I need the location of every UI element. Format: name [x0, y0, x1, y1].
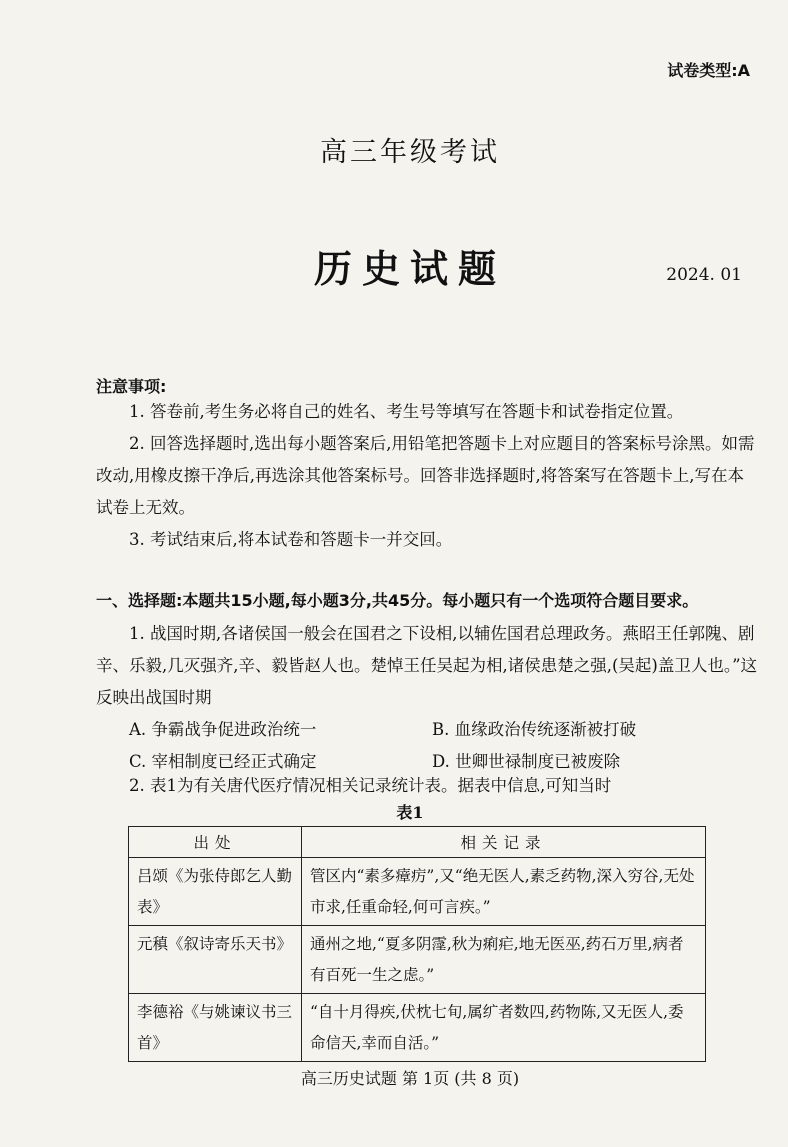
paper-type-label: 试卷类型:A	[667, 61, 750, 80]
question-2	[96, 770, 761, 802]
table-row	[129, 994, 706, 1062]
table-header-row	[129, 827, 706, 858]
row-source: 吕颂《为张侍郎乞人勤表》	[129, 858, 302, 926]
option-b: B. 血缘政治传统逐渐被打破	[432, 720, 637, 739]
notice-item-3: 3. 考试结束后,将本试卷和答题卡一并交回。	[129, 530, 453, 549]
question-1-stem: 1. 战国时期,各诸侯国一般会在国君之下设相,以辅佐国君总理政务。燕昭王任郭隗、剧辛、乐毅,几灭强齐,辛、毅皆赵人也。楚悼王任吴起为相,诸侯患楚之强,(吴起)盖卫人也。”这反映出战国时期	[96, 624, 758, 707]
options-row-1	[96, 714, 761, 746]
question-2-stem: 2. 表1为有关唐代医疗情况相关记录统计表。据表中信息,可知当时	[129, 776, 612, 795]
row-record: “自十月得疾,伏枕七旬,属纩者数四,药物陈,又无医人,委命信天,幸而自活。”	[302, 994, 706, 1062]
option-c: C. 宰相制度已经正式确定	[129, 752, 317, 771]
grade-title: 高三年级考试	[320, 137, 500, 168]
table-row	[129, 858, 706, 926]
row-record: 管区内“素多瘴疠”,又“绝无医人,素乏药物,深入穷谷,无处市求,任重命轻,何可言疾。”	[302, 858, 706, 926]
notice-list	[96, 396, 756, 556]
option-d: D. 世卿世禄制度已被废除	[432, 752, 621, 771]
table-caption: 表1	[396, 803, 424, 822]
row-source: 李德裕《与姚谏议书三首》	[129, 994, 302, 1062]
header-source: 出处	[129, 827, 302, 858]
header-record: 相关记录	[302, 827, 706, 858]
exam-date: 2024. 01	[666, 265, 742, 285]
option-a: A. 争霸战争促进政治统一	[129, 720, 317, 739]
records-table	[128, 826, 706, 1062]
table-row	[129, 926, 706, 994]
section-heading: 一、选择题:本题共15小题,每小题3分,共45分。每小题只有一个选项符合题目要求。	[96, 591, 699, 610]
question-1	[96, 618, 761, 778]
notice-title: 注意事项:	[96, 377, 167, 396]
notice-item-1: 1. 答卷前,考生务必将自己的姓名、考生号等填写在答题卡和试卷指定位置。	[129, 402, 684, 421]
row-source: 元稹《叙诗寄乐天书》	[129, 926, 302, 994]
row-record: 通州之地,“夏多阴霪,秋为痢疟,地无医巫,药石万里,病者有百死一生之虑。”	[302, 926, 706, 994]
notice-item-2: 2. 回答选择题时,选出每小题答案后,用铅笔把答题卡上对应题目的答案标号涂黑。如需改动,用橡皮擦干净后,再选涂其他答案标号。回答非选择题时,将答案写在答题卡上,写在本试卷上无效。	[96, 434, 755, 517]
subject-title: 历史试题	[313, 246, 506, 291]
page-footer: 高三历史试题 第 1页 (共 8 页)	[300, 1069, 520, 1088]
